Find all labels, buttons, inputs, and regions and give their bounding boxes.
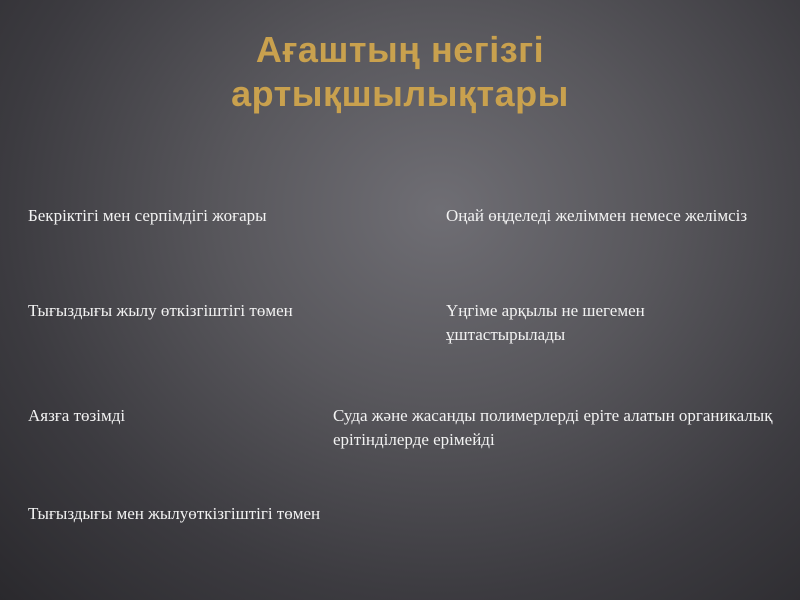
advantage-strength: Бекріктігі мен серпімдігі жоғары xyxy=(28,206,267,225)
advantage-low-thermal-conductivity: Тығыздығы жылу өткізгіштігі төмен xyxy=(28,301,293,320)
advantage-insoluble: Суда және жасанды полимерлерді еріте алатын органикалық ерітінділерде ерімейді xyxy=(333,406,773,449)
slide-title xyxy=(0,28,800,116)
title-line-1: Ағаштың негізгі xyxy=(255,29,545,70)
title-line-2: артықшылықтары xyxy=(231,73,569,114)
advantage-joining: Үңгіме арқылы не шегемен ұштастырылады xyxy=(446,301,645,344)
advantage-easy-processing: Оңай өңделеді желіммен немесе желімсіз xyxy=(446,206,748,225)
advantage-frost-resistant: Аязға төзімді xyxy=(28,406,126,425)
advantage-low-density: Тығыздығы мен жылуөткізгіштігі төмен xyxy=(28,504,321,523)
